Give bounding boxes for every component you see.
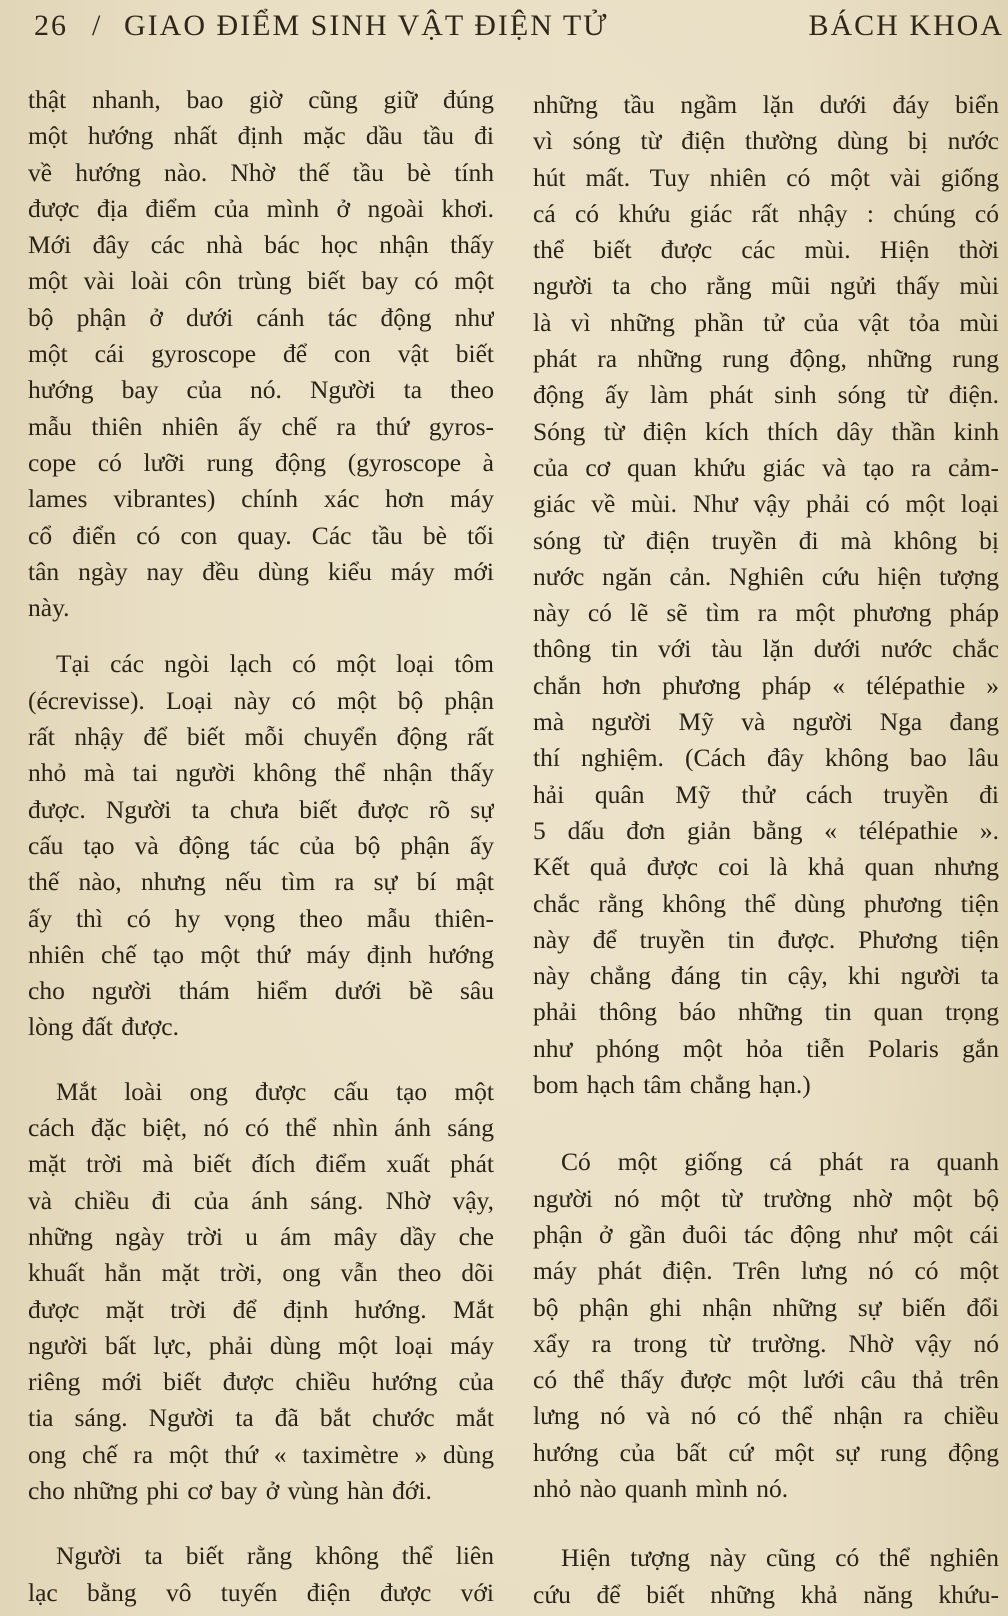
paragraph [533,87,999,1103]
text-line: về hướng nào. Nhờ thế tầu bè tính [28,157,494,187]
text-line: lòng đất được. [28,1012,179,1042]
text-line: có thể thấy được một lưới câu thả trên [533,1365,999,1395]
text-line: Sóng từ điện kích thích dây thần kinh [533,416,999,446]
text-line: này để truyền tin được. Phương tiện [533,924,999,954]
header-separator: / [92,9,103,42]
text-line: ấy thì có hy vọng theo mẫu thiên- [28,903,494,933]
text-line: bộ phận ở dưới cánh tác động như [28,302,494,332]
text-line: những tầu ngầm lặn dưới đáy biển [533,90,999,119]
text-line: rất nhậy để biết mỗi chuyển động rất [28,722,494,752]
page-number: 26 [34,9,68,42]
text-line: này chẳng đáng tin cậy, khi người ta [533,961,999,991]
paragraph [28,646,494,1045]
text-line: thế nào, nhưng nếu tìm ra sự bí mật [28,867,494,897]
text-line: chắc rằng không thể dùng phương tiện [533,888,999,918]
text-line: tân ngày nay đều dùng kiểu máy mới [28,556,494,586]
text-line: cho những phi cơ bay ở vùng hàn đới. [28,1475,432,1505]
text-line: chắn hơn phương pháp « télépathie » [533,670,999,700]
text-line: một vài loài côn trùng biết bay có một [28,266,494,296]
text-line: phận ở gần đuôi tác động như một cái [533,1219,999,1249]
text-line: lạc bằng vô tuyến điện được với [28,1577,494,1607]
text-line: thật nhanh, bao giờ cũng giữ đúng [28,85,494,114]
text-line: phát ra những rung động, những rung [533,344,999,374]
text-line: Kết quả được coi là khả quan nhưng [533,852,999,882]
text-line: nhiên chế tạo một thứ máy định hướng [28,939,494,969]
text-line: hướng của bất cứ một sự rung động [533,1437,999,1467]
text-line: cấu tạo và động tác của bộ phận ấy [28,830,494,860]
text-line: ong chế ra một thứ « taximètre » dùng [28,1439,494,1469]
text-line: mẫu thiên nhiên ấy chế ra thứ gyros- [28,411,494,441]
text-line: hướng bay của nó. Người ta theo [28,375,494,405]
text-line: vì sóng từ điện thường dùng bị nước [533,126,999,156]
text-line: tia sáng. Người ta đã bắt chước mắt [28,1403,494,1433]
text-line: máy phát điện. Trên lưng nó có một [533,1256,999,1286]
paragraph [28,1538,494,1611]
text-line: người ta cho rằng mũi ngửi thấy mùi [533,271,999,301]
text-line: nhỏ nào quanh mình nó. [533,1473,789,1503]
paragraph [533,1144,999,1507]
text-line: mà người Mỹ và người Nga đang [533,707,999,737]
text-line: cope có lưỡi rung động (gyroscope à [28,447,494,477]
text-line: được địa điểm của mình ở ngoài khơi. [28,193,494,223]
text-line: một cái gyroscope để con vật biết [28,339,494,369]
text-line: giác về mùi. Như vậy phải có một loại [533,489,999,519]
text-line: Hiện tượng này cũng có thể nghiên [561,1543,999,1573]
text-line: được mặt trời để định hướng. Mắt [28,1294,494,1324]
text-line: mặt trời mà biết đích điểm xuất phát [28,1149,494,1179]
paragraph [533,1540,999,1613]
paragraph [28,1074,494,1510]
text-line: Có một giống cá phát ra quanh [561,1147,999,1177]
left-column [28,82,494,1611]
text-line: này. [28,593,70,623]
text-line: như phóng một hỏa tiễn Polaris gắn [533,1033,999,1063]
text-line: cổ điển có con quay. Các tầu bè tối [28,520,494,550]
text-line: thí nghiệm. (Cách đây không bao lâu [533,743,999,773]
right-column [533,87,999,1613]
text-line: bộ phận ghi nhận những sự biến đổi [533,1292,999,1322]
text-line: bom hạch tâm chẳng hạn.) [533,1070,811,1100]
text-line: những ngày trời u ám mây dầy che [28,1221,494,1251]
text-line: động ấy làm phát sinh sóng từ điện. [533,380,999,410]
text-line: hải quân Mỹ thử cách truyền đi [533,779,999,809]
text-line: Mới đây các nhà bác học nhận thấy [28,230,494,260]
text-line: xẩy ra trong từ trường. Nhờ vậy nó [533,1328,999,1358]
text-line: lames vibrantes) chính xác hơn máy [28,484,494,514]
text-line: thể biết được các mùi. Hiện thời [533,235,999,265]
text-line: khuất hẳn mặt trời, ong vẫn theo dõi [28,1258,494,1288]
text-line: của cơ quan khứu giác và tạo ra cảm- [533,452,999,482]
text-line: lưng nó và nó có thể nhận ra chiều [533,1401,999,1431]
text-line: riêng mới biết được chiều hướng của [28,1367,494,1397]
text-line: này có lẽ sẽ tìm ra một phương pháp [533,598,999,628]
text-line: cho người thám hiểm dưới bề sâu [28,976,494,1006]
text-line: người bất lực, phải dùng một loại máy [28,1330,494,1360]
text-line: thông tin với tàu lặn dưới nước chắc [533,634,999,664]
text-line: cá có khứu giác rất nhậy : chúng có [533,198,999,228]
text-line: cứu để biết những khả năng khứu- [533,1579,999,1609]
text-line: nhỏ mà tai người không thể nhận thấy [28,758,494,788]
text-line: Mắt loài ong được cấu tạo một [56,1076,494,1106]
text-line: người nó một từ trường nhờ một bộ [533,1183,999,1213]
text-line: sóng từ điện truyền đi mà không bị [533,525,999,555]
paragraph [28,82,494,626]
text-line: được. Người ta chưa biết được rõ sự [28,794,494,824]
text-line: hút mất. Tuy nhiên có một vài giống [533,162,999,192]
magazine-name: BÁCH KHOA [808,9,1004,42]
section-title: GIAO ĐIỂM SINH VẬT ĐIỆN TỬ [124,9,609,42]
text-line: 5 dấu đơn giản bằng « télépathie ». [533,815,999,845]
text-line: là vì những phần tử của vật tỏa mùi [533,307,999,337]
text-line: nước ngăn cản. Nghiên cứu hiện tượng [533,561,999,591]
text-line: Người ta biết rằng không thể liên [56,1541,494,1571]
text-line: một hướng nhất định mặc dầu tầu đi [28,121,494,151]
text-line: Tại các ngòi lạch có một loại tôm [56,649,494,679]
text-line: cách đặc biệt, nó có thể nhìn ánh sáng [28,1113,494,1143]
text-line: (écrevisse). Loại này có một bộ phận [28,685,494,715]
text-line: và chiều đi của ánh sáng. Nhờ vậy, [28,1185,494,1215]
text-line: phải thông báo những tin quan trọng [533,997,999,1027]
